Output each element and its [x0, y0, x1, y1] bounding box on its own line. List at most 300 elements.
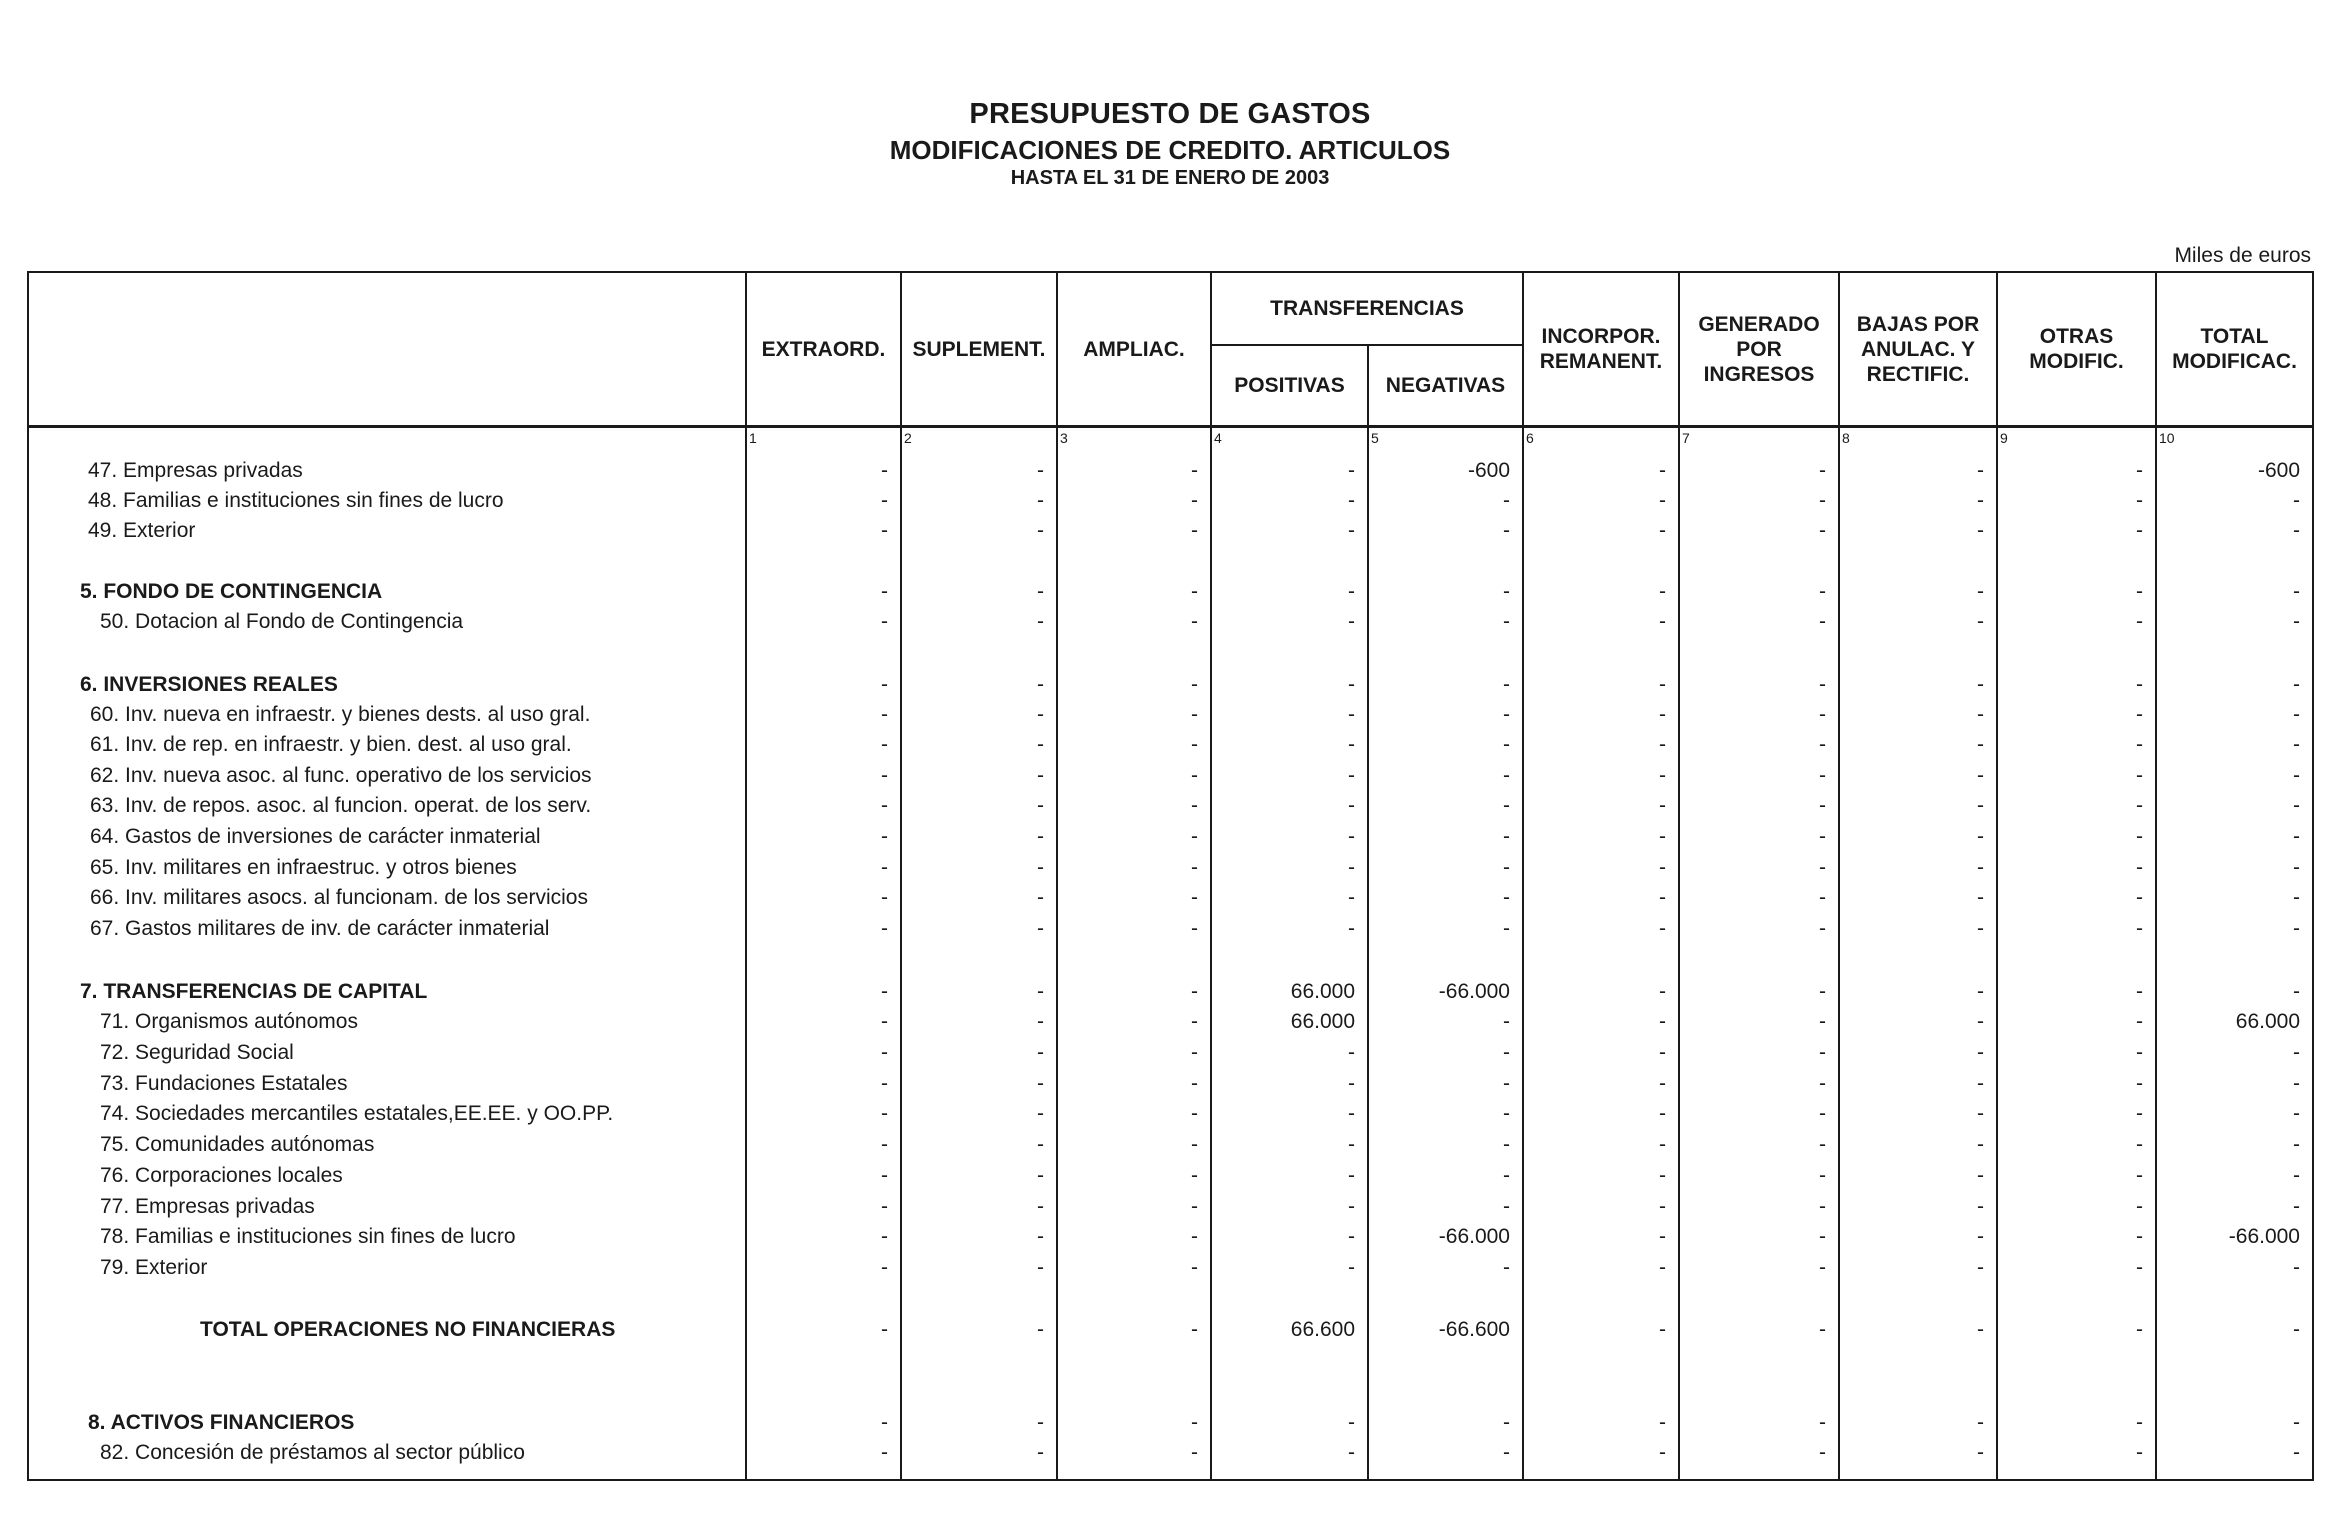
table-cell: - [1503, 856, 1510, 879]
table-cell: - [1977, 519, 1984, 542]
column-number: 8 [1842, 430, 1850, 446]
table-cell: - [1037, 886, 1044, 909]
section-row-label: 7. TRANSFERENCIAS DE CAPITAL [80, 980, 428, 1003]
table-cell: - [881, 519, 888, 542]
table-cell: - [881, 1411, 888, 1434]
col-header-suplement-label: SUPLEMENT. [912, 337, 1046, 361]
row-label: 62. Inv. nueva asoc. al func. operativo de los servicios [90, 764, 592, 787]
table-cell: - [1977, 703, 1984, 726]
table-cell: - [1503, 886, 1510, 909]
table-cell: - [1503, 1041, 1510, 1064]
column-number: 10 [2159, 430, 2175, 446]
col-header-transferencias-label: TRANSFERENCIAS [1270, 297, 1464, 320]
table-cell: - [1503, 1195, 1510, 1218]
table-cell: - [1659, 1133, 1666, 1156]
col-header-total-line2: MODIFICAC. [2172, 350, 2297, 373]
table-cell: - [881, 1318, 888, 1341]
table-cell: - [1191, 1072, 1198, 1095]
table-cell: - [1977, 1225, 1984, 1248]
table-cell: - [1348, 794, 1355, 817]
table-cell: - [2293, 1133, 2300, 1156]
table-cell: - [1191, 980, 1198, 1003]
table-cell: - [1977, 1072, 1984, 1095]
row-label: 79. Exterior [100, 1256, 208, 1279]
table-cell: - [1659, 519, 1666, 542]
table-cell: - [2293, 1195, 2300, 1218]
table-cell: - [1348, 1102, 1355, 1125]
table-cell: - [2136, 1102, 2143, 1125]
table-cell: - [1037, 825, 1044, 848]
table-cell: - [1037, 764, 1044, 787]
table-cell: - [1977, 856, 1984, 879]
table-cell: - [1348, 764, 1355, 787]
column-number: 9 [2000, 430, 2008, 446]
table-cell: - [1191, 1010, 1198, 1033]
table-cell: - [1191, 825, 1198, 848]
table-cell: - [1819, 1010, 1826, 1033]
table-cell: - [1037, 794, 1044, 817]
table-cell: - [881, 1133, 888, 1156]
table-cell: - [1503, 489, 1510, 512]
table-cell: - [1659, 1411, 1666, 1434]
table-cell: - [1191, 856, 1198, 879]
table-cell: - [1977, 1010, 1984, 1033]
table-cell: - [1819, 1072, 1826, 1095]
table-cell: - [1503, 825, 1510, 848]
table-cell: - [2293, 1164, 2300, 1187]
col-header-generado [1680, 273, 1838, 425]
table-cell: - [1191, 1195, 1198, 1218]
section-row-label: 6. INVERSIONES REALES [80, 673, 338, 696]
table-cell: - [1191, 580, 1198, 603]
section-row-label: 5. FONDO DE CONTINGENCIA [80, 580, 383, 603]
table-cell: - [1819, 856, 1826, 879]
table-cell: - [1037, 489, 1044, 512]
table-cell: -66.000 [2228, 1225, 2300, 1248]
col-header-extraord-label: EXTRAORD. [761, 337, 886, 361]
table-cell: - [1348, 1195, 1355, 1218]
column-number: 2 [904, 430, 912, 446]
table-cell: - [2293, 764, 2300, 787]
table-cell: - [1037, 1041, 1044, 1064]
table-cell: - [1659, 489, 1666, 512]
table-cell: - [2293, 1318, 2300, 1341]
table-cell: - [1348, 825, 1355, 848]
table-cell: - [1348, 917, 1355, 940]
table-cell: - [1977, 733, 1984, 756]
table-cell: - [2136, 917, 2143, 940]
table-cell: - [2136, 886, 2143, 909]
table-cell: - [1037, 459, 1044, 482]
table-cell: - [2136, 1041, 2143, 1064]
table-cell: - [1348, 703, 1355, 726]
table-cell: -66.600 [1438, 1318, 1510, 1341]
table-cell: - [1819, 489, 1826, 512]
table-cell: - [2293, 1072, 2300, 1095]
col-header-incorpor-line1: INCORPOR. [1541, 325, 1661, 348]
document-title: PRESUPUESTO DE GASTOS [969, 98, 1371, 130]
table-cell: - [1503, 733, 1510, 756]
table-cell: - [1819, 1133, 1826, 1156]
table-cell: - [2293, 1041, 2300, 1064]
table-cell: - [881, 856, 888, 879]
table-cell: - [1503, 764, 1510, 787]
table-cell: - [1037, 1133, 1044, 1156]
table-cell: - [1819, 1256, 1826, 1279]
table-cell: - [881, 1441, 888, 1464]
table-cell: - [1819, 886, 1826, 909]
table-cell: - [1191, 489, 1198, 512]
table-cell: - [1191, 1041, 1198, 1064]
col-header-ampliac-label: AMPLIAC. [1083, 337, 1185, 361]
row-label: 73. Fundaciones Estatales [100, 1072, 348, 1095]
table-cell: - [1977, 886, 1984, 909]
units-label: Miles de euros [2174, 244, 2311, 267]
table-cell: - [2136, 794, 2143, 817]
table-cell: - [1659, 703, 1666, 726]
table-cell: - [1191, 1102, 1198, 1125]
col-header-total [2157, 273, 2312, 425]
row-label: 78. Familias e instituciones sin fines de lucro [100, 1225, 516, 1248]
table-cell: - [1659, 1318, 1666, 1341]
table-cell: - [1819, 580, 1826, 603]
table-cell: - [1037, 1256, 1044, 1279]
table-cell: - [881, 1195, 888, 1218]
table-cell: - [2293, 1411, 2300, 1434]
table-cell: - [1659, 980, 1666, 1003]
col-divider [1367, 344, 1369, 1481]
table-cell: - [1348, 1072, 1355, 1095]
table-cell: - [2136, 610, 2143, 633]
table-cell: - [1659, 1102, 1666, 1125]
table-cell: - [1659, 794, 1666, 817]
table-cell: -600 [2257, 459, 2300, 482]
table-cell: - [2293, 1256, 2300, 1279]
table-cell: - [2136, 673, 2143, 696]
table-cell: - [881, 733, 888, 756]
col-header-otras [1998, 273, 2155, 425]
row-label: 74. Sociedades mercantiles estatales,EE.EE. y OO.PP. [100, 1102, 614, 1125]
table-cell: - [1819, 673, 1826, 696]
table-cell: - [1977, 610, 1984, 633]
table-cell: - [1819, 610, 1826, 633]
table-cell: 66.000 [2235, 1010, 2300, 1033]
table-cell: - [1191, 794, 1198, 817]
row-label: 77. Empresas privadas [100, 1195, 315, 1218]
table-cell: - [1503, 1411, 1510, 1434]
table-cell: - [1348, 1164, 1355, 1187]
table-cell: - [1977, 1133, 1984, 1156]
table-cell: - [881, 1256, 888, 1279]
table-cell: - [1659, 733, 1666, 756]
table-cell: - [1037, 610, 1044, 633]
table-cell: - [1819, 1225, 1826, 1248]
document-period: HASTA EL 31 DE ENERO DE 2003 [1010, 167, 1330, 189]
table-cell: - [1503, 519, 1510, 542]
table-cell: - [1977, 1441, 1984, 1464]
table-cell: - [1037, 1072, 1044, 1095]
table-cell: - [1659, 1256, 1666, 1279]
col-header-positivas [1212, 360, 1367, 410]
table-cell: - [1191, 764, 1198, 787]
table-cell: - [1191, 459, 1198, 482]
table-cell: - [1819, 764, 1826, 787]
table-cell: - [1348, 886, 1355, 909]
table-cell: - [1977, 1164, 1984, 1187]
col-header-generado-line1: GENERADO [1698, 312, 1820, 336]
col-header-extraord [747, 273, 900, 425]
table-cell: - [2136, 1411, 2143, 1434]
table-cell: - [1819, 1318, 1826, 1341]
col-header-incorpor [1524, 273, 1678, 425]
table-cell: - [1659, 459, 1666, 482]
table-cell: - [1037, 1164, 1044, 1187]
row-label: 75. Comunidades autónomas [100, 1133, 375, 1156]
table-cell: - [1977, 764, 1984, 787]
table-cell: - [1191, 733, 1198, 756]
table-cell: - [1037, 917, 1044, 940]
table-cell: - [2293, 733, 2300, 756]
table-cell: - [1191, 1164, 1198, 1187]
table-cell: - [1977, 1256, 1984, 1279]
table-cell: - [1819, 825, 1826, 848]
col-header-transferencias [1212, 273, 1522, 344]
table-cell: - [881, 825, 888, 848]
col-header-negativas [1369, 360, 1522, 410]
table-cell: - [1659, 1225, 1666, 1248]
table-cell: - [1819, 1441, 1826, 1464]
table-cell: - [2136, 1225, 2143, 1248]
table-cell: - [1191, 917, 1198, 940]
table-cell: - [1348, 1225, 1355, 1248]
table-cell: - [1191, 673, 1198, 696]
col-header-bajas-line2: ANULAC. Y [1861, 337, 1975, 361]
table-cell: -66.000 [1438, 980, 1510, 1003]
table-cell: - [2293, 980, 2300, 1003]
table-cell: - [2136, 1441, 2143, 1464]
table-cell: - [1191, 1318, 1198, 1341]
table-cell: - [1977, 489, 1984, 512]
table-cell: - [2136, 980, 2143, 1003]
table-cell: - [1037, 1318, 1044, 1341]
table-cell: - [1659, 1164, 1666, 1187]
table-cell: - [1977, 825, 1984, 848]
column-number: 4 [1214, 430, 1222, 446]
table-cell: - [1977, 1411, 1984, 1434]
table-cell: - [1348, 459, 1355, 482]
row-label: 49. Exterior [88, 519, 196, 542]
column-number: 6 [1526, 430, 1534, 446]
table-cell: - [1977, 1195, 1984, 1218]
col-header-bajas-line3: RECTIFIC. [1866, 362, 1970, 386]
table-cell: - [881, 1010, 888, 1033]
table-cell: - [1348, 1256, 1355, 1279]
column-number: 5 [1371, 430, 1379, 446]
table-cell: - [1819, 519, 1826, 542]
table-cell: - [1503, 1102, 1510, 1125]
table-cell: - [2136, 1318, 2143, 1341]
table-cell: - [881, 1225, 888, 1248]
table-cell: - [1659, 1441, 1666, 1464]
table-cell: - [1659, 1010, 1666, 1033]
table-cell: - [1037, 1411, 1044, 1434]
table-cell: - [1977, 794, 1984, 817]
table-cell: - [1037, 856, 1044, 879]
table-cell: 66.000 [1290, 1010, 1355, 1033]
table-cell: - [1659, 1072, 1666, 1095]
table-cell: - [1503, 1010, 1510, 1033]
col-header-total-line1: TOTAL [2200, 325, 2269, 348]
table-cell: - [881, 580, 888, 603]
row-label: 61. Inv. de rep. en infraestr. y bien. dest. al uso gral. [90, 733, 572, 756]
table-cell: - [2293, 856, 2300, 879]
table-cell: - [1037, 980, 1044, 1003]
table-cell: - [1819, 703, 1826, 726]
table-cell: - [1348, 1441, 1355, 1464]
table-cell: - [2136, 580, 2143, 603]
table-cell: - [1819, 1164, 1826, 1187]
table-cell: - [1191, 1256, 1198, 1279]
table-cell: - [2293, 580, 2300, 603]
document-subtitle: MODIFICACIONES DE CREDITO. ARTICULOS [889, 135, 1451, 165]
row-label: 48. Familias e instituciones sin fines de lucro [88, 489, 504, 512]
table-cell: - [2136, 764, 2143, 787]
table-cell: - [1037, 519, 1044, 542]
table-cell: - [2136, 1256, 2143, 1279]
table-cell: - [1659, 764, 1666, 787]
table-cell: - [1348, 856, 1355, 879]
column-number: 3 [1060, 430, 1068, 446]
section-row-label: TOTAL OPERACIONES NO FINANCIERAS [200, 1318, 616, 1341]
col-header-bajas-line1: BAJAS POR [1856, 312, 1980, 336]
table-cell: - [1348, 610, 1355, 633]
table-cell: - [1037, 673, 1044, 696]
table-cell: - [1977, 1318, 1984, 1341]
table-cell: - [1503, 1256, 1510, 1279]
table-cell: - [1037, 1102, 1044, 1125]
table-cell: - [881, 1041, 888, 1064]
table-cell: - [1819, 1411, 1826, 1434]
table-cell: - [1191, 1133, 1198, 1156]
table-cell: - [1819, 917, 1826, 940]
table-cell: - [1503, 703, 1510, 726]
table-cell: - [1037, 1195, 1044, 1218]
table-cell: - [881, 1102, 888, 1125]
table-cell: - [881, 886, 888, 909]
table-cell: - [881, 489, 888, 512]
table-cell: - [2136, 1010, 2143, 1033]
table-cell: - [1348, 673, 1355, 696]
table-cell: - [2136, 856, 2143, 879]
table-cell: - [1503, 794, 1510, 817]
table-cell: - [1819, 733, 1826, 756]
header-divider [27, 425, 2314, 428]
table-cell: - [1503, 917, 1510, 940]
table-cell: - [1977, 459, 1984, 482]
table-cell: - [1348, 1133, 1355, 1156]
table-cell: - [1819, 1041, 1826, 1064]
column-number: 1 [749, 430, 757, 446]
table-cell: - [1819, 794, 1826, 817]
table-cell: - [881, 764, 888, 787]
table-cell: - [2293, 917, 2300, 940]
col-header-suplement [902, 273, 1056, 425]
col-header-ampliac [1058, 273, 1210, 425]
table-cell: - [1503, 610, 1510, 633]
table-cell: - [881, 703, 888, 726]
table-cell: - [2293, 794, 2300, 817]
table-cell: - [1977, 917, 1984, 940]
table-cell: -600 [1467, 459, 1510, 482]
table-cell: - [1037, 1010, 1044, 1033]
row-label: 64. Gastos de inversiones de carácter inmaterial [90, 825, 541, 848]
table-cell: - [1659, 673, 1666, 696]
table-cell: - [1659, 825, 1666, 848]
table-cell: - [881, 610, 888, 633]
col-header-incorpor-line2: REMANENT. [1539, 350, 1663, 373]
table-cell: - [1659, 886, 1666, 909]
col-header-generado-line2: POR [1736, 337, 1782, 361]
table-cell: - [2136, 519, 2143, 542]
col-header-otras-line2: MODIFIC. [2029, 350, 2124, 373]
table-cell: - [2136, 1164, 2143, 1187]
table-cell: 66.000 [1290, 980, 1355, 1003]
table-cell: - [1503, 1164, 1510, 1187]
table-cell: - [1503, 1072, 1510, 1095]
table-cell: - [881, 917, 888, 940]
table-cell: - [1191, 1441, 1198, 1464]
table-cell: - [881, 459, 888, 482]
table-cell: - [881, 1164, 888, 1187]
table-cell: - [1348, 733, 1355, 756]
table-cell: - [1348, 580, 1355, 603]
table-cell: - [2293, 1102, 2300, 1125]
table-cell: - [1659, 1041, 1666, 1064]
table-cell: - [1659, 610, 1666, 633]
table-cell: - [1037, 703, 1044, 726]
row-label: 71. Organismos autónomos [100, 1010, 358, 1033]
table-cell: -66.000 [1438, 1225, 1510, 1248]
table-cell: - [2293, 519, 2300, 542]
table-cell: - [1191, 610, 1198, 633]
table-cell: - [1037, 1225, 1044, 1248]
table-cell: - [1191, 1411, 1198, 1434]
table-cell: - [1191, 1225, 1198, 1248]
column-number: 7 [1682, 430, 1690, 446]
table-cell: - [1348, 1411, 1355, 1434]
table-cell: - [1659, 917, 1666, 940]
row-label: 82. Concesión de préstamos al sector público [100, 1441, 525, 1464]
row-label: 47. Empresas privadas [88, 459, 303, 482]
table-cell: - [1659, 580, 1666, 603]
table-cell: - [2136, 1133, 2143, 1156]
table-cell: - [1977, 1041, 1984, 1064]
table-cell: - [1659, 1195, 1666, 1218]
table-cell: - [1191, 703, 1198, 726]
table-cell: - [1977, 580, 1984, 603]
table-cell: - [1191, 519, 1198, 542]
table-cell: - [1348, 489, 1355, 512]
table-cell: - [1819, 980, 1826, 1003]
row-label: 65. Inv. militares en infraestruc. y otros bienes [90, 856, 517, 879]
table-cell: - [2136, 489, 2143, 512]
table-cell: - [2293, 610, 2300, 633]
table-cell: - [2136, 703, 2143, 726]
row-label: 72. Seguridad Social [100, 1041, 294, 1064]
table-cell: - [2136, 459, 2143, 482]
table-cell: - [2136, 733, 2143, 756]
table-cell: - [1977, 980, 1984, 1003]
